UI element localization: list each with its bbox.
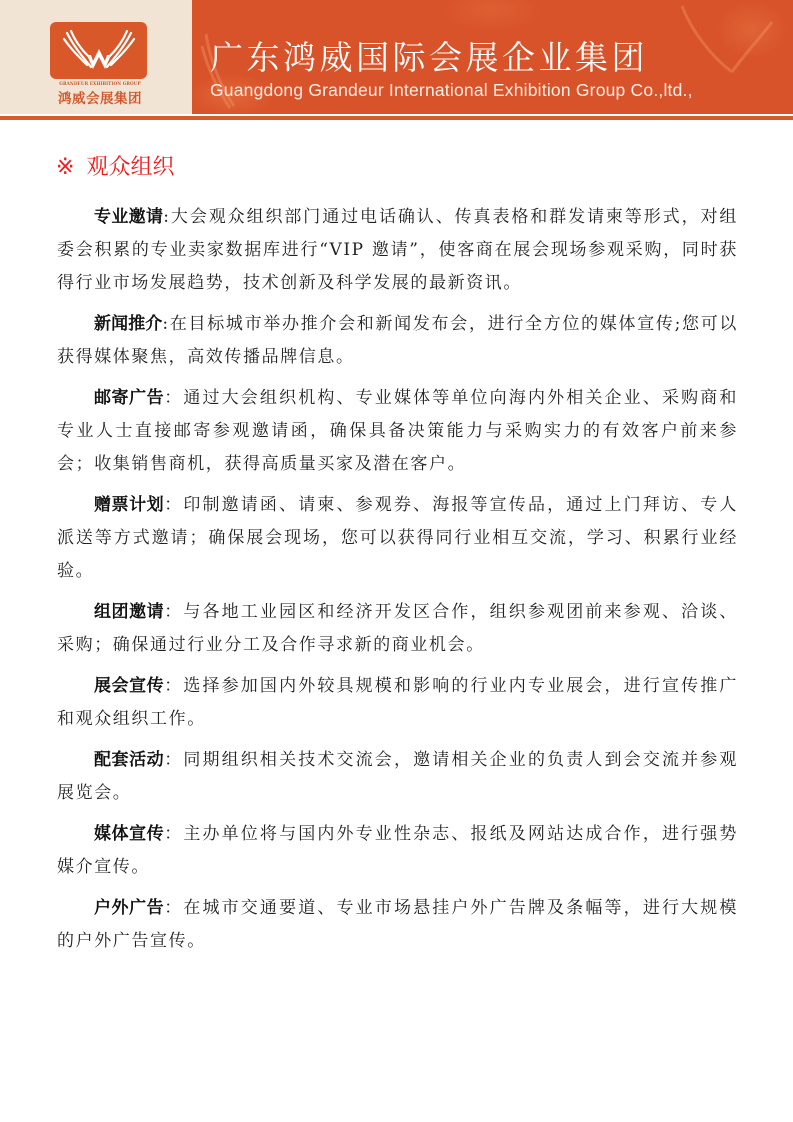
paragraph-label: 配套活动 [94, 750, 165, 770]
paragraph-outdoor-advertising: 户外广告：在城市交通要道、专业市场悬挂户外广告牌及条幅等，进行大规模的户外广告宣传。 [57, 898, 739, 951]
wing-watermark-icon [662, 2, 792, 82]
paragraph-press-promotion: 新闻推介:在目标城市举办推介会和新闻发布会，进行全方位的媒体宣传;您可以获得媒体聚焦，高效传播品牌信息。 [57, 314, 739, 367]
content-body [57, 201, 738, 966]
paragraph-professional-invitation: 专业邀请:大会观众组织部门通过电话确认、传真表格和群发请柬等形式，对组委会积累的专业卖家数据库进行“VIP 邀请”，使客商在展会现场参观采购，同时获得行业市场发展趋势，技术创新及科学发展的最新资讯。 [57, 207, 739, 293]
paragraph-group-invitation: 组团邀请：与各地工业园区和经济开发区合作，组织参观团前来参观、洽谈、采购；确保通过行业分工及合作寻求新的商业机会。 [57, 602, 739, 655]
paragraph-text: 在城市交通要道、专业市场悬挂户外广告牌及条幅等，进行大规模的户外广告宣传。 [57, 898, 739, 951]
paragraph-media-publicity: 媒体宣传：主办单位将与国内外专业性杂志、报纸及网站达成合作，进行强势媒介宣传。 [57, 824, 739, 877]
paragraph-ticket-giveaway: 赠票计划：印制邀请函、请柬、参观券、海报等宣传品，通过上门拜访、专人派送等方式邀请；确保展会现场，您可以获得同行业相互交流，学习、积累行业经验。 [57, 495, 739, 581]
section-title [56, 157, 174, 179]
company-name-en: Guangdong Grandeur International Exhibition Group Co.,ltd., [210, 80, 693, 100]
paragraph-side-events: 配套活动：同期组织相关技术交流会，邀请相关企业的负责人到会交流并参观展览会。 [57, 750, 739, 803]
company-logo [50, 22, 147, 79]
paragraph-text: 印制邀请函、请柬、参观券、海报等宣传品，通过上门拜访、专人派送等方式邀请；确保展会现场，您可以获得同行业相互交流，学习、积累行业经验。 [57, 495, 739, 581]
company-name-cn: 广东鸿威国际会展企业集团 [210, 38, 648, 77]
header-divider [0, 116, 793, 120]
wings-w-logo-icon [59, 27, 139, 75]
paragraph-text: 与各地工业园区和经济开发区合作，组织参观团前来参观、洽谈、采购；确保通过行业分工及合作寻求新的商业机会。 [57, 602, 739, 655]
paragraph-label: 展会宣传 [94, 676, 165, 696]
section-title-text: 观众组织 [86, 155, 175, 180]
paragraph-text: 在目标城市举办推介会和新闻发布会，进行全方位的媒体宣传;您可以获得媒体聚焦，高效传播品牌信息。 [57, 314, 739, 367]
paragraph-text: 主办单位将与国内外专业性杂志、报纸及网站达成合作，进行强势媒介宣传。 [57, 824, 739, 877]
paragraph-text: 大会观众组织部门通过电话确认、传真表格和群发请柬等形式，对组委会积累的专业卖家数据库进行“VIP 邀请”，使客商在展会现场参观采购，同时获得行业市场发展趋势，技术创新及科学发展的最新资讯。 [57, 207, 739, 293]
paragraph-label: 媒体宣传 [94, 824, 165, 844]
logo-name: 鸿威会展集团 [58, 91, 142, 107]
logo-panel [0, 0, 192, 114]
reference-mark-icon: ※ [56, 155, 75, 180]
paragraph-label: 邮寄广告 [94, 388, 165, 408]
paragraph-direct-mail: 邮寄广告：通过大会组织机构、专业媒体等单位向海内外相关企业、采购商和专业人士直接邮寄参观邀请函，确保具备决策能力与采购实力的有效客户前来参会；收集销售商机，获得高质量买家及潜在客户。 [57, 388, 739, 474]
paragraph-text: 选择参加国内外较具规模和影响的行业内专业展会，进行宣传推广和观众组织工作。 [57, 676, 739, 729]
paragraph-label: 新闻推介 [94, 314, 163, 334]
paragraph-label: 专业邀请 [94, 207, 164, 227]
paragraph-exhibition-promotion: 展会宣传：选择参加国内外较具规模和影响的行业内专业展会，进行宣传推广和观众组织工作。 [57, 676, 739, 729]
paragraph-label: 户外广告 [94, 898, 165, 918]
title-panel [192, 0, 793, 114]
paragraph-label: 赠票计划 [94, 495, 165, 515]
paragraph-text: 通过大会组织机构、专业媒体等单位向海内外相关企业、采购商和专业人士直接邮寄参观邀请函，确保具备决策能力与采购实力的有效客户前来参会；收集销售商机，获得高质量买家及潜在客户。 [57, 388, 739, 474]
paragraph-label: 组团邀请 [94, 602, 165, 622]
paragraph-text: 同期组织相关技术交流会，邀请相关企业的负责人到会交流并参观展览会。 [57, 750, 739, 803]
logo-tagline: GRANDEUR EXHIBITION GROUP [59, 81, 141, 86]
page-header-banner [0, 0, 793, 114]
